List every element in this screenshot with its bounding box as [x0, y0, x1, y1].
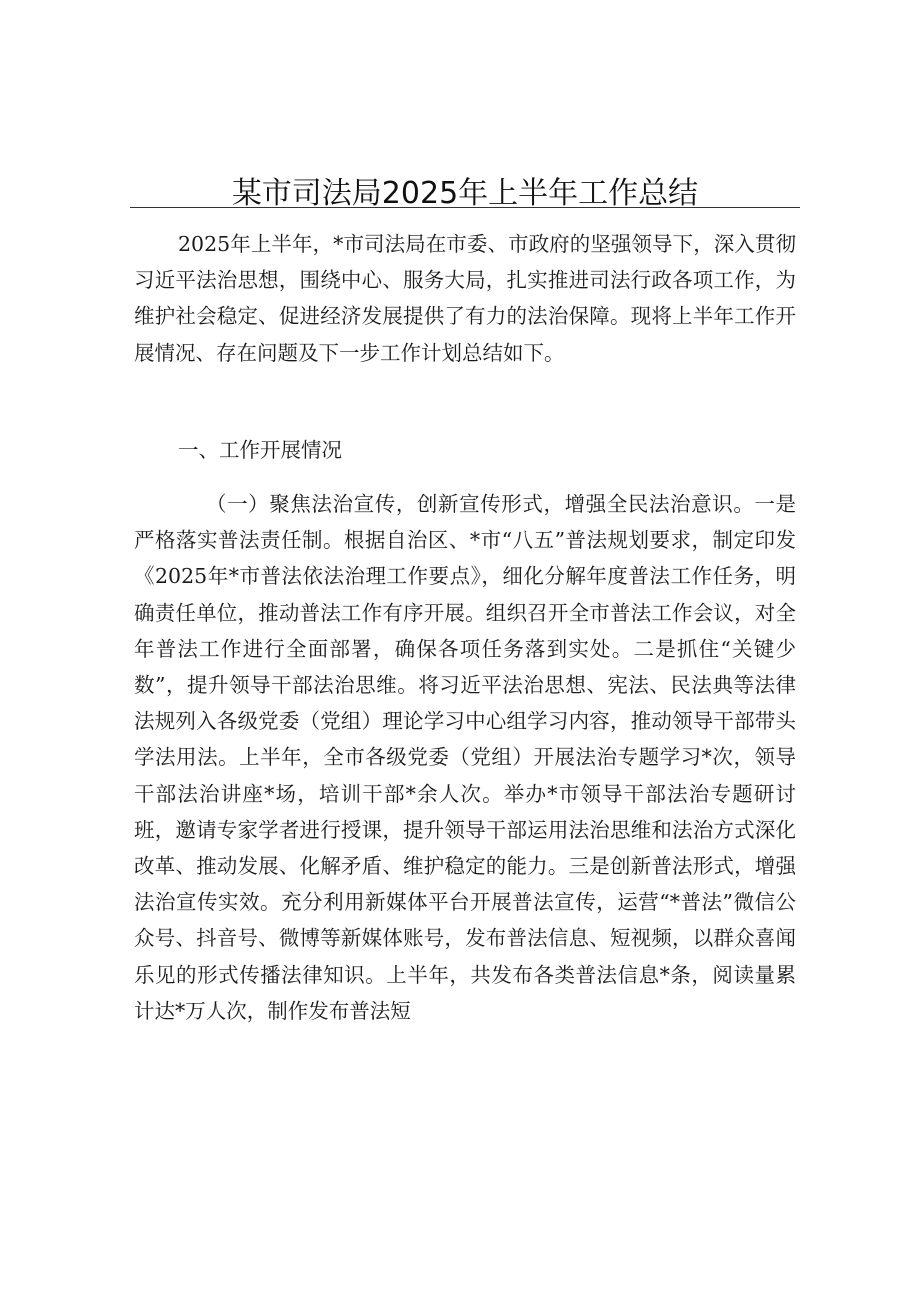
- section-heading: 一、工作开展情况: [178, 438, 342, 462]
- section-1-paragraph: （一）聚焦法治宣传，创新宣传形式，增强全民法治意识。一是严格落实普法责任制。根据自治区、*市“八五”普法规划要求，制定印发《2025年*市普法依法治理工作要点》，细化分解年度普法工作任务，明确责任单位，推动普法工作有序开展。组织召开全市普法工作会议，对全年普法工作进行全面部署，确保各项任务落到实处。二是抓住“关键少数”，提升领导干部法治思维。将习近平法治思想、宪法、民法典等法律法规列入各级党委（党组）理论学习中心组学习内容，推动领导干部带头学法用法。上半年，全市各级党委（党组）开展法治专题学习*次，领导干部法治讲座*场，培训干部*余人次。举办*市领导干部法治专题研讨班，邀请专家学者进行授课，提升领导干部运用法治思维和法治方式深化改革、推动发展、化解矛盾、维护稳定的能力。三是创新普法形式，增强法治宣传实效。充分利用新媒体平台开展普法宣传，运营“*普法”微信公众号、抖音号、微博等新媒体账号，发布普法信息、短视频，以群众喜闻乐见的形式传播法律知识。上半年，共发布各类普法信息*条，阅读量累计达*万人次，制作发布普法短: [134, 492, 796, 1023]
- title-underline: [130, 207, 800, 208]
- intro-paragraph: 2025年上半年，*市司法局在市委、市政府的坚强领导下，深入贯彻习近平法治思想，围绕中心、服务大局，扎实推进司法行政各项工作，为维护社会稳定、促进经济发展提供了有力的法治保障。现将上半年工作开展情况、存在问题及下一步工作计划总结如下。: [134, 232, 796, 365]
- document-title: 某市司法局2025年上半年工作总结: [231, 176, 699, 211]
